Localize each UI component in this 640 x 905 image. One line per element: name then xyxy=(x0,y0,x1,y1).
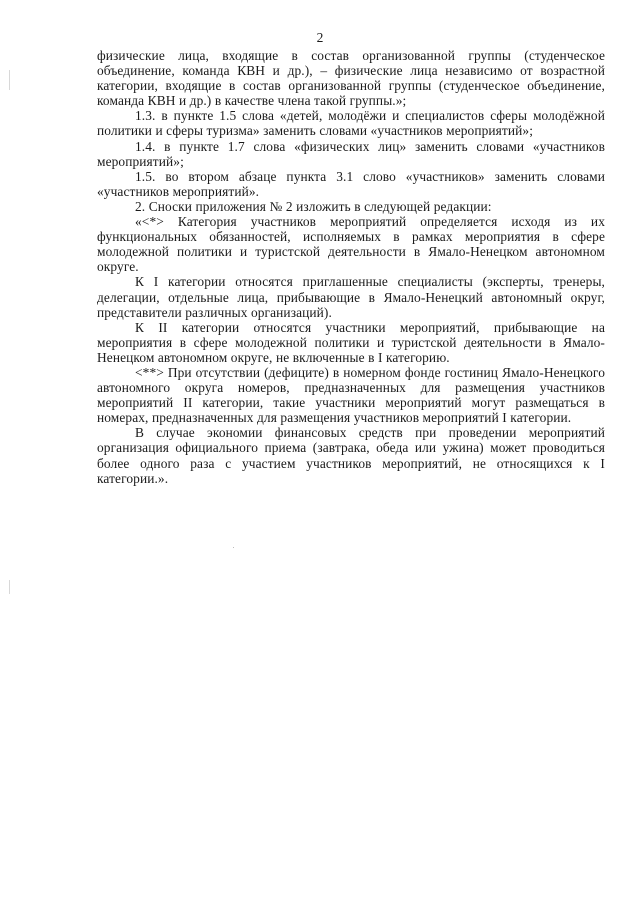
paragraph-item-1-3: 1.3. в пункте 1.5 слова «детей, молодёжи и специалистов сферы молодёжной политики и сферы туризма» заменить словами «участников мероприятий»; xyxy=(97,108,605,139)
paragraph-continuation: физические лица, входящие в состав организованной группы (студенческое объединение, команда КВН и др.), – физические лица независимо от возрастной категории, входящие в состав организованной группы (студенческое объединение, команда КВН и др.) в качестве члена такой группы.»; xyxy=(97,48,605,109)
paragraph-item-1-4: 1.4. в пункте 1.7 слова «физических лиц» заменить словами «участников мероприятий»; xyxy=(97,138,605,169)
paragraph-footnote-1: «<*> Категория участников мероприятий определяется исходя из их функциональных обязанностей, исполняемых в рамках мероприятия в сфере молодежной политики и туристской деятельности в Ямало-Ненецком автономном округе. xyxy=(97,214,605,275)
paragraph-item-2: 2. Сноски приложения № 2 изложить в следующей редакции: xyxy=(135,198,492,214)
scan-margin-mark xyxy=(9,70,10,90)
paragraph-category-1: К I категории относятся приглашенные специалисты (эксперты, тренеры, делегации, отдельные лица, прибывающие в Ямало-Ненецкий автономный округ, представители различных организаций). xyxy=(97,274,605,320)
paragraph-savings: В случае экономии финансовых средств при проведении мероприятий организация официального приема (завтрака, обеда или ужина) может проводиться более одного раза с участием участников мероприятий, не относящихся к I категории.». xyxy=(97,425,605,486)
paragraph-footnote-2: <**> При отсутствии (дефиците) в номерном фонде гостиниц Ямало-Ненецкого автономного округа номеров, предназначенных для размещения участников мероприятий II категории, такие участники мероприятий могут размещаться в номерах, предназначенных для размещения участников мероприятий I категории. xyxy=(97,364,605,426)
document-body xyxy=(97,48,605,486)
page-number: 2 xyxy=(316,30,324,45)
paragraph-category-2: К II категории относятся участники мероприятий, прибывающие на мероприятия в сфере молодежной политики и туристской деятельности в Ямало-Ненецком автономном округе, не включенные в I категорию. xyxy=(97,319,605,365)
scan-speck xyxy=(233,547,234,548)
paragraph-item-1-5: 1.5. во втором абзаце пункта 3.1 слово «участников» заменить словами «участников мероприятий». xyxy=(97,168,605,199)
scan-margin-mark xyxy=(9,580,10,594)
